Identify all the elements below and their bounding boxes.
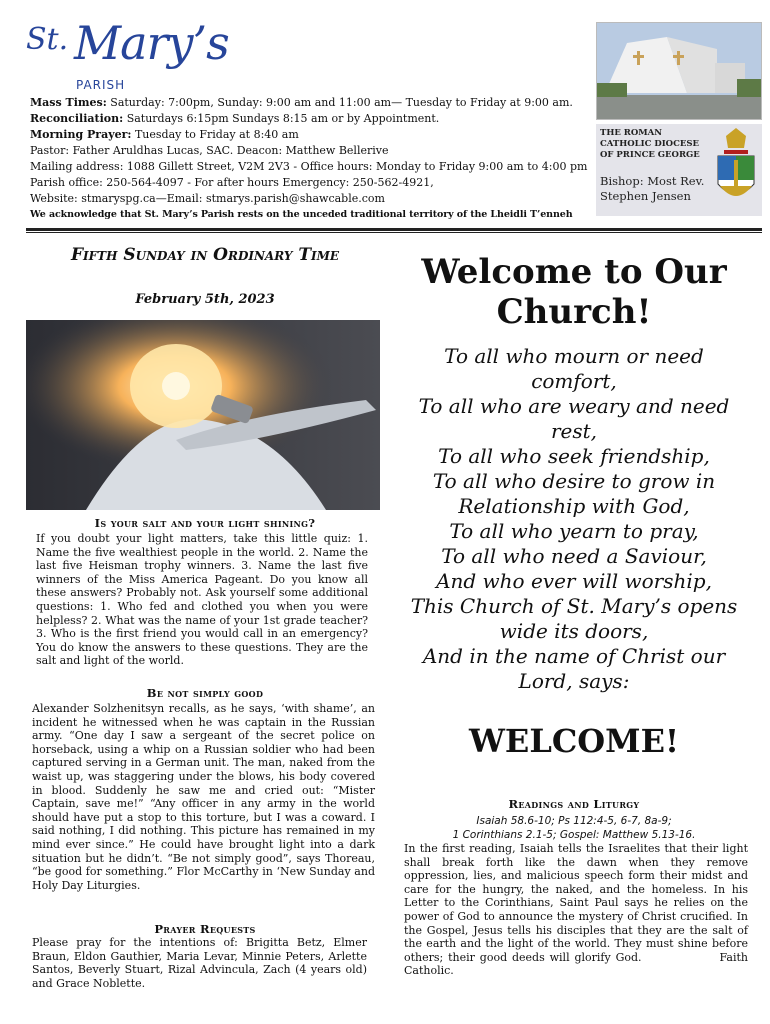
parish-info — [30, 95, 590, 223]
poem-line: To all who yearn to pray, — [449, 519, 699, 543]
salt-text: If you doubt your light matters, take this little quiz: 1. Name the five wealthiest people in the world. 2. Name the last five Heisman trophy winners. 3. Name the last five winners of the Miss America Pageant. Do you know all these answers? Probably not. Ask yourself some additional questions: 1. Who fed and clothed you when you were helpless? 2. What was the name of your 1st grade teacher? 3. Who is the first friend you would call in an emergency? You do know the answers to these questions. They are the salt and light of the world. — [36, 532, 368, 668]
mass-label: Mass Times: — [30, 96, 107, 109]
readings-refs-line: Isaiah 58.6-10; Ps 112:4-5, 6-7, 8a-9; — [476, 815, 672, 827]
readings-references — [404, 814, 744, 842]
good-text: Alexander Solzhenitsyn recalls, as he says, ‘with shame’, an incident he witnessed when he was captain in the Russian army. “One day I saw a sergeant of the secret police on horseback, using a whip on a Russian soldier who had been captured serving in a German unit. The man, naked from the waist up, was staggering under the blows, his body covered in blood. Suddenly he saw me and cried out: “Mister Captain, save me!” “Any officer in any army in the world should have put a stop to this torture, but I was a coward. I said nothing, I did nothing. This picture has remained in my mind ever since.” He could have brought light into a dark situation but he didn’t. “Be not simply good”, says Thoreau, “be good for something.” Flor McCarthy in ‘New Sunday and Holy Day Liturgies. — [32, 702, 375, 892]
recon-label: Reconciliation: — [30, 112, 124, 125]
prayer-label: Morning Prayer: — [30, 128, 132, 141]
poem-line: To all who mourn or need comfort, — [444, 344, 704, 393]
mailing-line: Mailing address: 1088 Gillett Street, V2M 2V3 - Office hours: Monday to Friday 9:00 am to 4:00 pm — [30, 160, 588, 173]
logo-st: St. — [26, 22, 69, 57]
welcome-title: Welcome to Our Church! — [421, 252, 727, 332]
good-heading: Be not simply good — [146, 686, 264, 700]
sunday-title: Fifth Sunday in Ordinary Time — [70, 245, 340, 265]
morning-prayer — [30, 127, 590, 143]
poem-line: To all who desire to grow in Relationship with God, — [432, 469, 716, 518]
welcome-banner: WELCOME! — [468, 722, 680, 760]
land-acknowledgement: We acknowledge that St. Mary’s Parish rests on the unceded traditional territory of the Lheidli T’enneh — [30, 209, 573, 220]
welcome-poem — [404, 344, 744, 694]
sunday-date: February 5th, 2023 — [135, 292, 275, 307]
church-photo — [596, 22, 762, 120]
phone-line: Parish office: 250-564-4097 - For after hours Emergency: 250-562-4921, — [30, 176, 434, 189]
readings-source: Faith Catholic. — [404, 950, 748, 978]
poem-line: And who ever will worship, — [436, 569, 712, 593]
recon-text: Saturdays 6:15pm Sundays 8:15 am or by Appointment. — [123, 112, 440, 125]
salt-heading: Is your salt and your light shining? — [94, 516, 316, 530]
poem-line: To all who are weary and need rest, — [418, 394, 730, 443]
pastor-line: Pastor: Father Aruldhas Lucas, SAC. Deacon: Matthew Bellerive — [30, 144, 389, 157]
readings-refs-line: 1 Corinthians 2.1-5; Gospel: Matthew 5.13-16. — [452, 829, 696, 841]
diocese-title: THE ROMAN CATHOLIC DIOCESE OF PRINCE GEORGE — [600, 128, 700, 160]
prayer-requests-heading: Prayer Requests — [154, 922, 256, 936]
diocese-box — [596, 124, 762, 216]
readings-body: In the first reading, Isaiah tells the Israelites that their light shall break forth like the dawn when they remove oppression, lies, and malicious speech form their midst and care for the hungry, the naked, and the homeless. In his Letter to the Corinthians, Saint Paul says he relies on the power of God to announce the mystery of Christ crucified. In the Gospel, Jesus tells his disciples that they are the salt of the earth and the light of the world. They must shine before others; their good deeds will glorify God. — [404, 842, 748, 964]
readings-heading: Readings and Liturgy — [508, 797, 640, 811]
parish-logo — [26, 16, 229, 96]
prayer-requests-text: Please pray for the intentions of: Brigitta Betz, Elmer Braun, Eldon Gauthier, Maria Levar, Minnie Peters, Arlette Santos, Beverly Stuart, Rizal Advincula, Zach (4 years old) and Grace Noblette. — [32, 936, 367, 990]
diocese-crest-icon — [712, 126, 760, 214]
mass-text: Saturday: 7:00pm, Sunday: 9:00 am and 11:00 am— Tuesday to Friday at 9:00 am. — [106, 96, 573, 109]
mass-times — [30, 95, 590, 111]
poem-line: To all who need a Saviour, — [441, 544, 707, 568]
light-bulb-image — [26, 320, 380, 510]
logo-mary: Mary’s — [74, 16, 229, 70]
prayer-text: Tuesday to Friday at 8:40 am — [131, 128, 299, 141]
readings-text — [404, 842, 748, 978]
website-line: Website: stmaryspg.ca—Email: stmarys.parish@shawcable.com — [30, 192, 385, 205]
reconciliation — [30, 111, 590, 127]
poem-line: This Church of St. Mary’s opens wide its doors, — [410, 594, 738, 643]
header-divider — [26, 228, 762, 231]
poem-line: To all who seek friendship, — [438, 444, 710, 468]
poem-line: And in the name of Christ our Lord, says: — [422, 644, 726, 693]
logo-parish: PARISH — [76, 78, 126, 92]
bishop-name: Bishop: Most Rev. Stephen Jensen — [600, 174, 705, 203]
header-divider-thin — [26, 232, 762, 233]
